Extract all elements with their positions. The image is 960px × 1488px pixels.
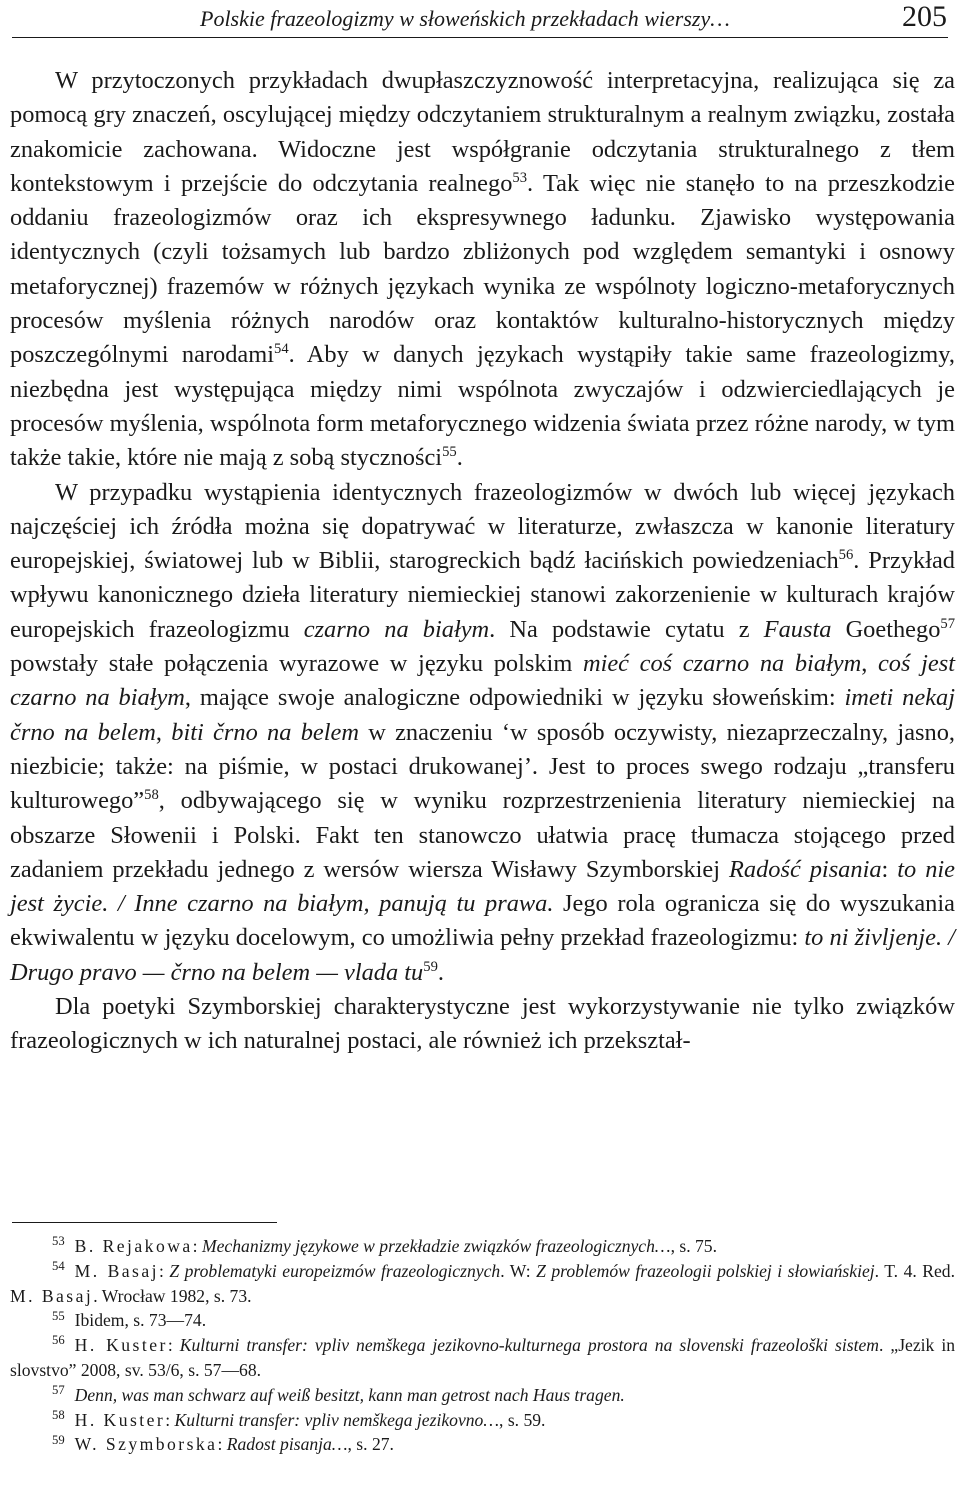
footnote-author: H. Kuster [74,1409,166,1430]
footnote-ref-53[interactable]: 53 [512,169,528,186]
footnote-ref-54[interactable]: 54 [274,341,289,358]
footnote-58: $^{58}$ H. Kuster: Kulturni transfer: vpliv nemškega jezikovno…, s. 59. [52,1407,546,1430]
footnote-57: $^{57}$ Denn, was man schwarz auf weiß besitzt, kann man getrost nach Haus tragen. [52,1382,625,1405]
footnote-author: M. Basaj [74,1260,159,1281]
header-rule [12,37,948,38]
footnote-ref-56[interactable]: 56 [838,547,854,564]
main-text [10,64,955,1059]
footnote-ref-59[interactable]: 59 [423,958,438,975]
footnote-ref-58[interactable]: 58 [144,787,159,804]
footnote-ref-57[interactable]: 57 [940,615,956,632]
paragraph-1: W przytoczonych przykładach dwupłaszczyznowość interpretacyjna, realizująca się za pomocą gry znaczeń, oscylującej między odczytaniem strukturalnym a realnym związku, została znakomicie zachowana. Widoczne jest współgranie odczytania strukturalnego z tłem kontekstowym i przejście do odczytania realnego$^{53}$. Tak więc nie stanęło to na przeszkodzie oddaniu frazeologizmów oraz ich ekspresywnego ładunku. Zjawisko występowania identycznych (czyli tożsamych lub bardzo zbliżonych pod względem semantyki i osnowy metaforycznej) frazemów w różnych językach wynika ze wspólnoty logiczno-metaforycznych procesów myślenia różnych narodów oraz kontaktów kulturalno-historycznych między poszczególnymi narodami$^{54}$. Aby w danych językach wystąpiły takie same frazeologizmy, niezbędna jest występująca między nimi wspólnota zwyczajów i odzwierciedlających je procesów myślenia, wspólnota form metaforycznego widzenia świata przez różne narody, w tym także takie, które nie mają z sobą styczności$^{55}$. [10,67,955,472]
footnote-53: $^{53}$ B. Rejakowa: Mechanizmy językowe w przekładzie związków frazeologicznych…, s. 75. [52,1234,717,1256]
footnote-54: $^{54}$ M. Basaj: Z problematyki europeizmów frazeologicznych. W: Z problemów frazeologii polskiej i słowiańskiej. T. 4. Red. M. Basaj. Wrocław 1982, s. 73. [10,1258,955,1306]
paragraph-3: Dla poetyki Szymborskiej charakterystyczne jest wykorzystywanie nie tylko związków frazeologicznych w ich naturalnej postaci, ale również ich przekształ- [10,993,955,1055]
footnotes [10,1234,955,1457]
footnote-author: B. Rejakowa [74,1236,193,1256]
footnote-rule [12,1222,277,1223]
page-header [0,0,960,40]
footnote-author: H. Kuster [74,1335,168,1356]
page-number: 205 [902,0,947,33]
running-title: Polskie frazeologizmy w słoweńskich przekładach wierszy… [200,6,730,31]
footnote-59: $^{59}$ W. Szymborska: Radost pisanja…, s. 27. [52,1432,394,1455]
footnote-56: $^{56}$ H. Kuster: Kulturni transfer: vpliv nemškega jezikovno-kulturnega prostora na slovenski frazeološki sistem. „Jezik in slovstvo” 2008, sv. 53/6, s. 57—68. [10,1333,956,1380]
footnote-ref-55[interactable]: 55 [442,444,457,461]
paragraph-2: W przypadku wystąpienia identycznych frazeologizmów w dwóch lub więcej językach najczęściej ich źródła można się dopatrywać w literaturze, zwłaszcza w kanonie literatury europejskiej, światowej lub w Biblii, starogreckich bądź łacińskich powiedzeniach$^{56}$. Przykład wpływu kanonicznego dzieła literatury niemieckiej stanowi zakorzenienie w kulturach krajów europejskich frazeologizmu czarno na białym. Na podstawie cytatu z Fausta Goethego$^{57}$ powstały stałe połączenia wyrazowe w języku polskim mieć coś czarno na białym, coś jest czarno na białym, mające swoje analogiczne odpowiedniki w języku słoweńskim: imeti nekaj črno na belem, biti črno na belem w znaczeniu ‘w sposób oczywisty, niezaprzeczalny, jasno, niezbicie; także: na piśmie, w postaci drukowanej’. Jest to proces swego rodzaju „transferu kulturowego”$^{58}$, odbywającego się w wyniku rozprzestrzenienia literatury niemieckiej na obszarze Słowenii i Polski. Fakt ten stanowczo ułatwia pracę tłumacza stojącego przed zadaniem przekładu jednego z wersów wiersza Wisławy Szymborskiej Radość pisania: to nie jest życie. / Inne czarno na białym, panują tu prawa. Jego rola ogranicza się do wyszukania ekwiwalentu w języku docelowym, co umożliwia pełny przekład frazeologizmu: to ni življenje. / Drugo pravo — črno na belem — vlada $tu^{59}$. [10,478,956,986]
footnote-55: $^{55}$ Ibidem, s. 73—74. [52,1308,207,1331]
footnote-author: W. Szymborska [74,1434,218,1455]
